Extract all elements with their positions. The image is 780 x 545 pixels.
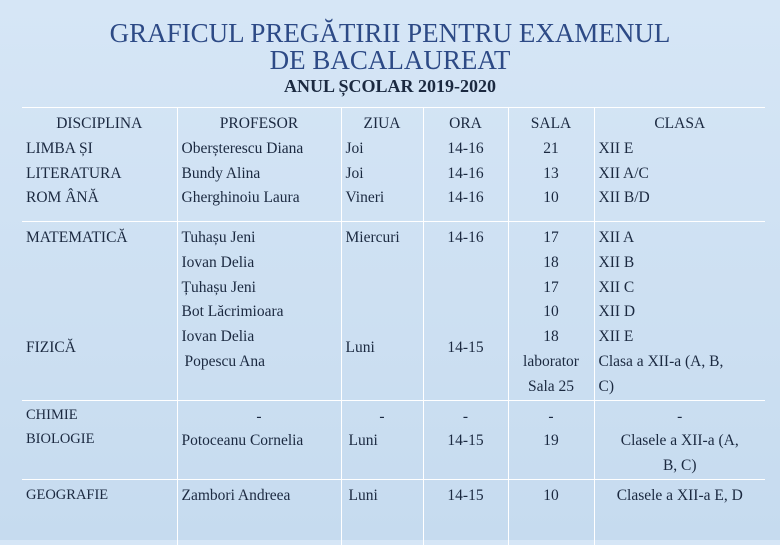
sala-cell [508,108,594,222]
ziua-cell [341,222,423,401]
discipline-biologie: BIOLOGIE [26,431,95,448]
ora-cell [423,222,508,401]
class-value: XII C [598,278,635,296]
room-value: 10 [543,486,559,504]
teacher-name: Iovan Delia [181,328,255,346]
teacher-name-chimie: - [256,407,262,425]
teacher-name: Zambori Andreea [181,486,291,504]
clasa-cell [594,400,765,479]
clasa-cell [594,108,765,222]
ora-cell [423,479,508,545]
page-title-line1: GRAFICUL PREGĂTIRII PENTRU EXAMENUL [109,18,671,48]
day-value: Joi [345,164,364,182]
teacher-name: Iovan Delia [181,253,255,271]
table-row-chimie-biologie [22,400,765,479]
day-value-chimie: - [379,407,385,425]
column-header-ora: ORA [449,115,482,132]
class-value-fizica: C) [598,377,614,395]
teacher-name: Țuhașu Jeni [181,278,256,296]
sala-cell [508,400,594,479]
discipline-line: ROM ÂNĂ [26,189,99,207]
class-value-biologie: B, C) [662,457,697,475]
ora-cell [423,400,508,479]
table-row-matematica-fizica [22,222,765,401]
column-header-disciplina: DISCIPLINA [56,115,143,132]
column-header-ziua: ZIUA [363,115,401,132]
class-value-biologie: Clasele a XII-a (A, [620,432,739,450]
clasa-cell [594,222,765,401]
room-value: 10 [543,189,559,207]
discipline-cell [22,400,177,479]
hour-value: 14-16 [447,139,484,157]
discipline-cell [22,108,177,222]
room-value: 21 [543,139,559,157]
sala-cell [508,222,594,401]
discipline-cell [22,479,177,545]
hour-value: 14-16 [447,229,484,246]
profesor-cell [177,108,341,222]
room-value: 10 [543,303,559,321]
class-value: XII E [598,139,634,157]
class-value-fizica: Clasa a XII-a (A, B, [598,352,724,370]
teacher-name: Bundy Alina [181,164,261,182]
clasa-cell [594,479,765,545]
teacher-name-biologie: Potoceanu Cornelia [181,432,304,450]
day-value-biologie: Luni [348,432,378,450]
room-value-fizica: laborator [523,352,579,370]
class-value: XII E [598,328,634,346]
hour-value: 14-16 [447,189,484,207]
ziua-cell [341,400,423,479]
column-header-profesor: PROFESOR [219,115,299,132]
teacher-name: Oberșterescu Diana [181,139,304,157]
hour-value-fizica: 14-15 [447,339,484,356]
room-value-fizica: Sala 25 [527,377,575,395]
hour-value: 14-16 [447,164,484,182]
school-year-subtitle: ANUL ȘCOLAR 2019-2020 [283,76,497,96]
discipline-matematica: MATEMATICĂ [26,229,128,246]
hour-value: 14-15 [447,486,484,504]
teacher-name: Tuhașu Jeni [181,229,256,246]
class-value: XII B/D [598,189,650,207]
discipline-line: LITERATURA [26,164,122,182]
profesor-cell [177,479,341,545]
day-value: Vineri [345,189,385,207]
profesor-cell [177,400,341,479]
class-value: XII A [598,229,635,246]
discipline-cell [22,222,177,401]
class-value-chimie: - [677,407,683,425]
class-value: XII B [598,253,635,271]
teacher-name: Gherghinoiu Laura [181,189,300,207]
room-value: 17 [543,278,559,296]
sala-cell [508,479,594,545]
teacher-name: Bot Lăcrimioara [181,303,284,321]
day-value: Miercuri [345,229,400,246]
column-header-clasa: CLASA [654,115,706,132]
day-value-fizica: Luni [345,339,375,356]
class-value: XII A/C [598,164,649,182]
ziua-cell [341,479,423,545]
day-value: Luni [348,486,378,504]
room-value: 17 [543,229,559,246]
page-title-line2: DE BACALAUREAT [269,45,511,75]
room-value: 18 [543,328,559,346]
class-value: XII D [598,303,636,321]
exam-schedule-table [22,107,765,545]
room-value-chimie: - [548,407,554,425]
discipline-chimie: CHIMIE [26,406,78,423]
room-value: 18 [543,253,559,271]
discipline-geografie: GEOGRAFIE [26,486,109,503]
column-header-sala: SALA [530,115,572,132]
teacher-name-fizica: Popescu Ana [184,352,266,370]
day-value: Joi [345,139,364,157]
room-value-biologie: 19 [543,432,559,450]
discipline-line: LIMBA ȘI [26,139,93,157]
hour-value-chimie: - [462,407,469,425]
table-row-romana [22,108,765,222]
discipline-fizica: FIZICĂ [26,339,76,356]
class-value: Clasele a XII-a E, D [616,486,743,504]
ora-cell [423,108,508,222]
hour-value-biologie: 14-15 [447,432,484,450]
ziua-cell [341,108,423,222]
room-value: 13 [543,164,559,182]
profesor-cell [177,222,341,401]
table-row-geografie [22,479,765,545]
